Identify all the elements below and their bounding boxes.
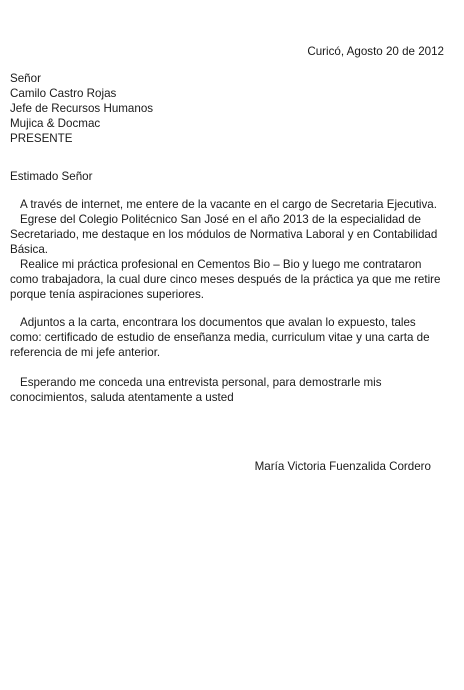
paragraph-spacer bbox=[10, 302, 446, 315]
recipient-position: Jefe de Recursos Humanos bbox=[10, 102, 154, 115]
paragraph-education: Egrese del Colegio Politécnico San José en el año 2013 de la especialidad de Secretariado, me destaque en los módulos de Normativa Laboral y en Contabilidad Básica. bbox=[10, 213, 438, 256]
closing-paragraph: Esperando me conceda una entrevista personal, para demostrarle mis conocimientos, saluda atentamente a usted bbox=[10, 376, 382, 404]
letter-date: Curicó, Agosto 20 de 2012 bbox=[307, 45, 444, 58]
paragraph-attachments: Adjuntos a la carta, encontrara los documentos que avalan lo expuesto, tales como: certificado de estudio de enseñanza media, curriculum vitae y una carta de referencia de mi jefe anterior. bbox=[10, 316, 430, 359]
salutation: Estimado Señor bbox=[10, 170, 93, 183]
letter-body bbox=[10, 197, 446, 360]
recipient-name: Camilo Castro Rojas bbox=[10, 87, 117, 100]
recipient-title: Señor bbox=[10, 72, 41, 85]
recipient-block bbox=[10, 71, 153, 146]
recipient-presente: PRESENTE bbox=[10, 132, 73, 145]
paragraph-experience: Realice mi práctica profesional en Cementos Bio – Bio y luego me contrataron como trabajadora, la cual dure cinco meses después de la práctica ya que me retire porque tenía aspiraciones superiores. bbox=[10, 258, 441, 301]
paragraph-internet: A través de internet, me entere de la vacante en el cargo de Secretaria Ejecutiva. bbox=[20, 198, 437, 211]
recipient-company: Mujica & Docmac bbox=[10, 117, 101, 130]
signature-name: María Victoria Fuenzalida Cordero bbox=[254, 460, 431, 473]
